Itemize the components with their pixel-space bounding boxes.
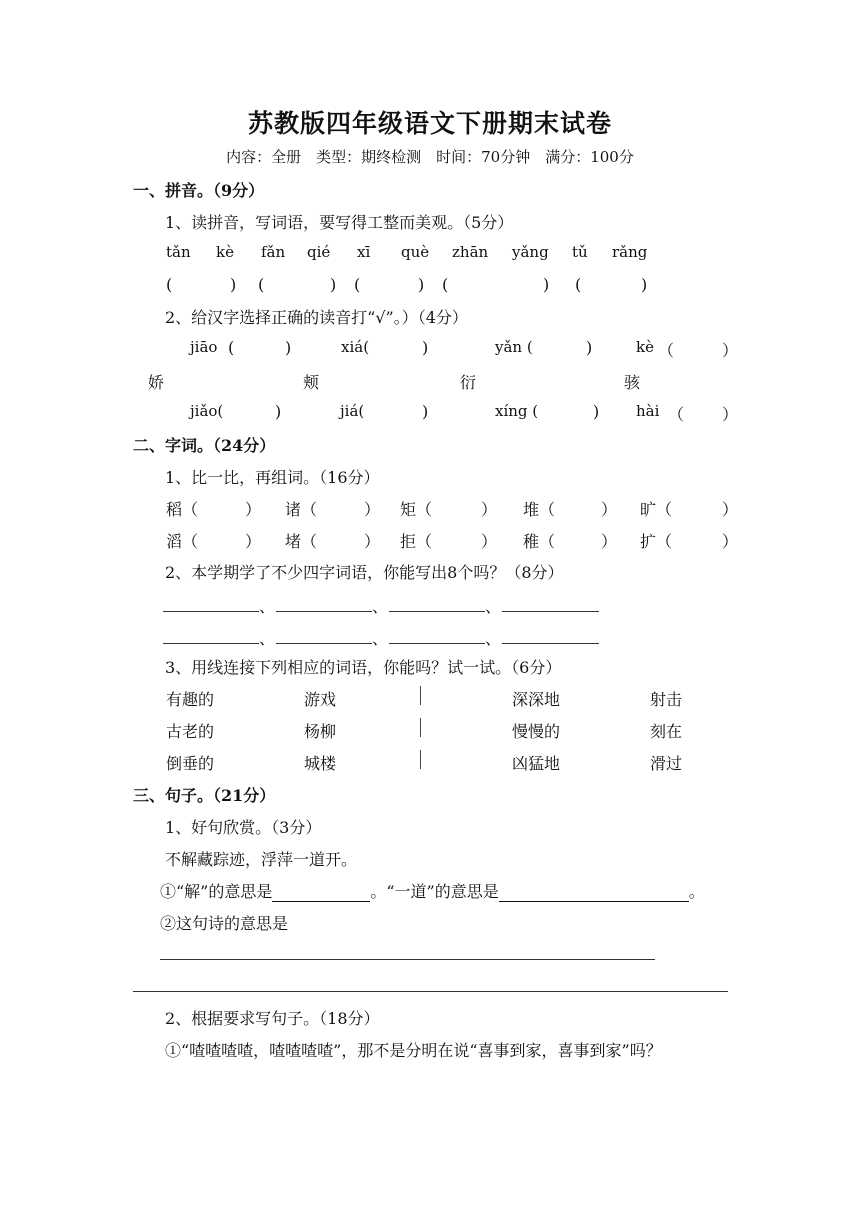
character: 骇 bbox=[624, 373, 641, 392]
character: 拒 bbox=[400, 532, 417, 551]
character: 稻 bbox=[166, 500, 183, 519]
match-word: 刻在 bbox=[650, 722, 683, 741]
match-word: 有趣的 bbox=[166, 690, 215, 709]
pinyin: xíng ( bbox=[495, 402, 539, 420]
pinyin: fǎn bbox=[261, 243, 286, 261]
pinyin: rǎng bbox=[612, 243, 648, 261]
match-word: 城楼 bbox=[304, 754, 337, 773]
character: 滔 bbox=[166, 532, 183, 551]
pinyin: jiāo bbox=[190, 338, 218, 356]
s2-question-1: 1、比一比，再组词。（16分） bbox=[165, 468, 380, 487]
character: 堵 bbox=[285, 532, 302, 551]
character: 扩 bbox=[640, 532, 657, 551]
blank-field[interactable] bbox=[499, 883, 689, 902]
match-word: 深深地 bbox=[512, 690, 561, 709]
character: 矩 bbox=[400, 500, 417, 519]
answer-blank-line[interactable] bbox=[133, 991, 728, 992]
s1-question-1: 1、读拼音，写词语，要写得工整而美观。（5分） bbox=[165, 213, 514, 232]
answer-blank-line[interactable] bbox=[160, 959, 655, 960]
match-word: 倒垂的 bbox=[166, 754, 215, 773]
character: 堆 bbox=[523, 500, 540, 519]
pinyin: hài bbox=[636, 402, 660, 420]
blank-field[interactable] bbox=[272, 883, 370, 902]
pinyin: zhān bbox=[452, 243, 489, 261]
s3-question-1: 1、好句欣赏。（3分） bbox=[165, 818, 322, 837]
s2-question-2: 2、本学期学了不少四字词语，你能写出8个吗？（8分） bbox=[165, 563, 564, 582]
pinyin: tǎn bbox=[166, 243, 191, 261]
pinyin: què bbox=[401, 243, 430, 261]
pinyin: jiá( bbox=[340, 402, 365, 420]
match-word: 射击 bbox=[650, 690, 683, 709]
section-1-heading: 一、拼音。（9分） bbox=[133, 181, 265, 200]
pinyin: yǎng bbox=[512, 243, 549, 261]
pinyin: xī bbox=[357, 243, 371, 261]
page-title: 苏教版四年级语文下册期末试卷 bbox=[247, 109, 612, 138]
match-word: 杨柳 bbox=[304, 722, 337, 741]
character: 稚 bbox=[523, 532, 540, 551]
pinyin: kè bbox=[216, 243, 234, 261]
match-word: 游戏 bbox=[304, 690, 337, 709]
match-word: 滑过 bbox=[650, 754, 683, 773]
character: 旷 bbox=[640, 500, 657, 519]
pinyin: kè bbox=[636, 338, 654, 356]
poem-line: 不解藏踪迹，浮萍一道开。 bbox=[165, 850, 358, 869]
exam-meta: 内容：全册 类型：期终检测 时间：70分钟 满分：100分 bbox=[226, 148, 634, 166]
answer-line-2: ②这句诗的意思是 bbox=[160, 914, 289, 933]
s3-question-2: 2、根据要求写句子。（18分） bbox=[165, 1009, 380, 1028]
character: 颊 bbox=[303, 373, 320, 392]
match-word: 古老的 bbox=[166, 722, 215, 741]
pinyin: qié bbox=[307, 243, 331, 261]
section-3-heading: 三、句子。（21分） bbox=[133, 786, 276, 805]
s1-question-2: 2、给汉字选择正确的读音打“√”。）（4分） bbox=[165, 308, 468, 327]
s3-question-2-1: ①“喳喳喳喳，喳喳喳喳”，那不是分明在说“喜事到家，喜事到家”吗？ bbox=[165, 1041, 662, 1060]
match-word: 凶猛地 bbox=[512, 754, 561, 773]
pinyin: xiá( bbox=[341, 338, 370, 356]
answer-line-1: ①“解”的意思是 。“一道”的意思是 。 bbox=[160, 882, 705, 901]
character: 衍 bbox=[460, 373, 477, 392]
match-word: 慢慢的 bbox=[512, 722, 561, 741]
character: 诸 bbox=[285, 500, 302, 519]
s2-question-3: 3、用线连接下列相应的词语，你能吗？试一试。（6分） bbox=[165, 658, 562, 677]
character: 娇 bbox=[148, 373, 165, 392]
pinyin: tǔ bbox=[572, 243, 588, 261]
section-2-heading: 二、字词。（24分） bbox=[133, 436, 276, 455]
pinyin: jiǎo( bbox=[190, 402, 224, 420]
pinyin: yǎn ( bbox=[495, 338, 533, 356]
